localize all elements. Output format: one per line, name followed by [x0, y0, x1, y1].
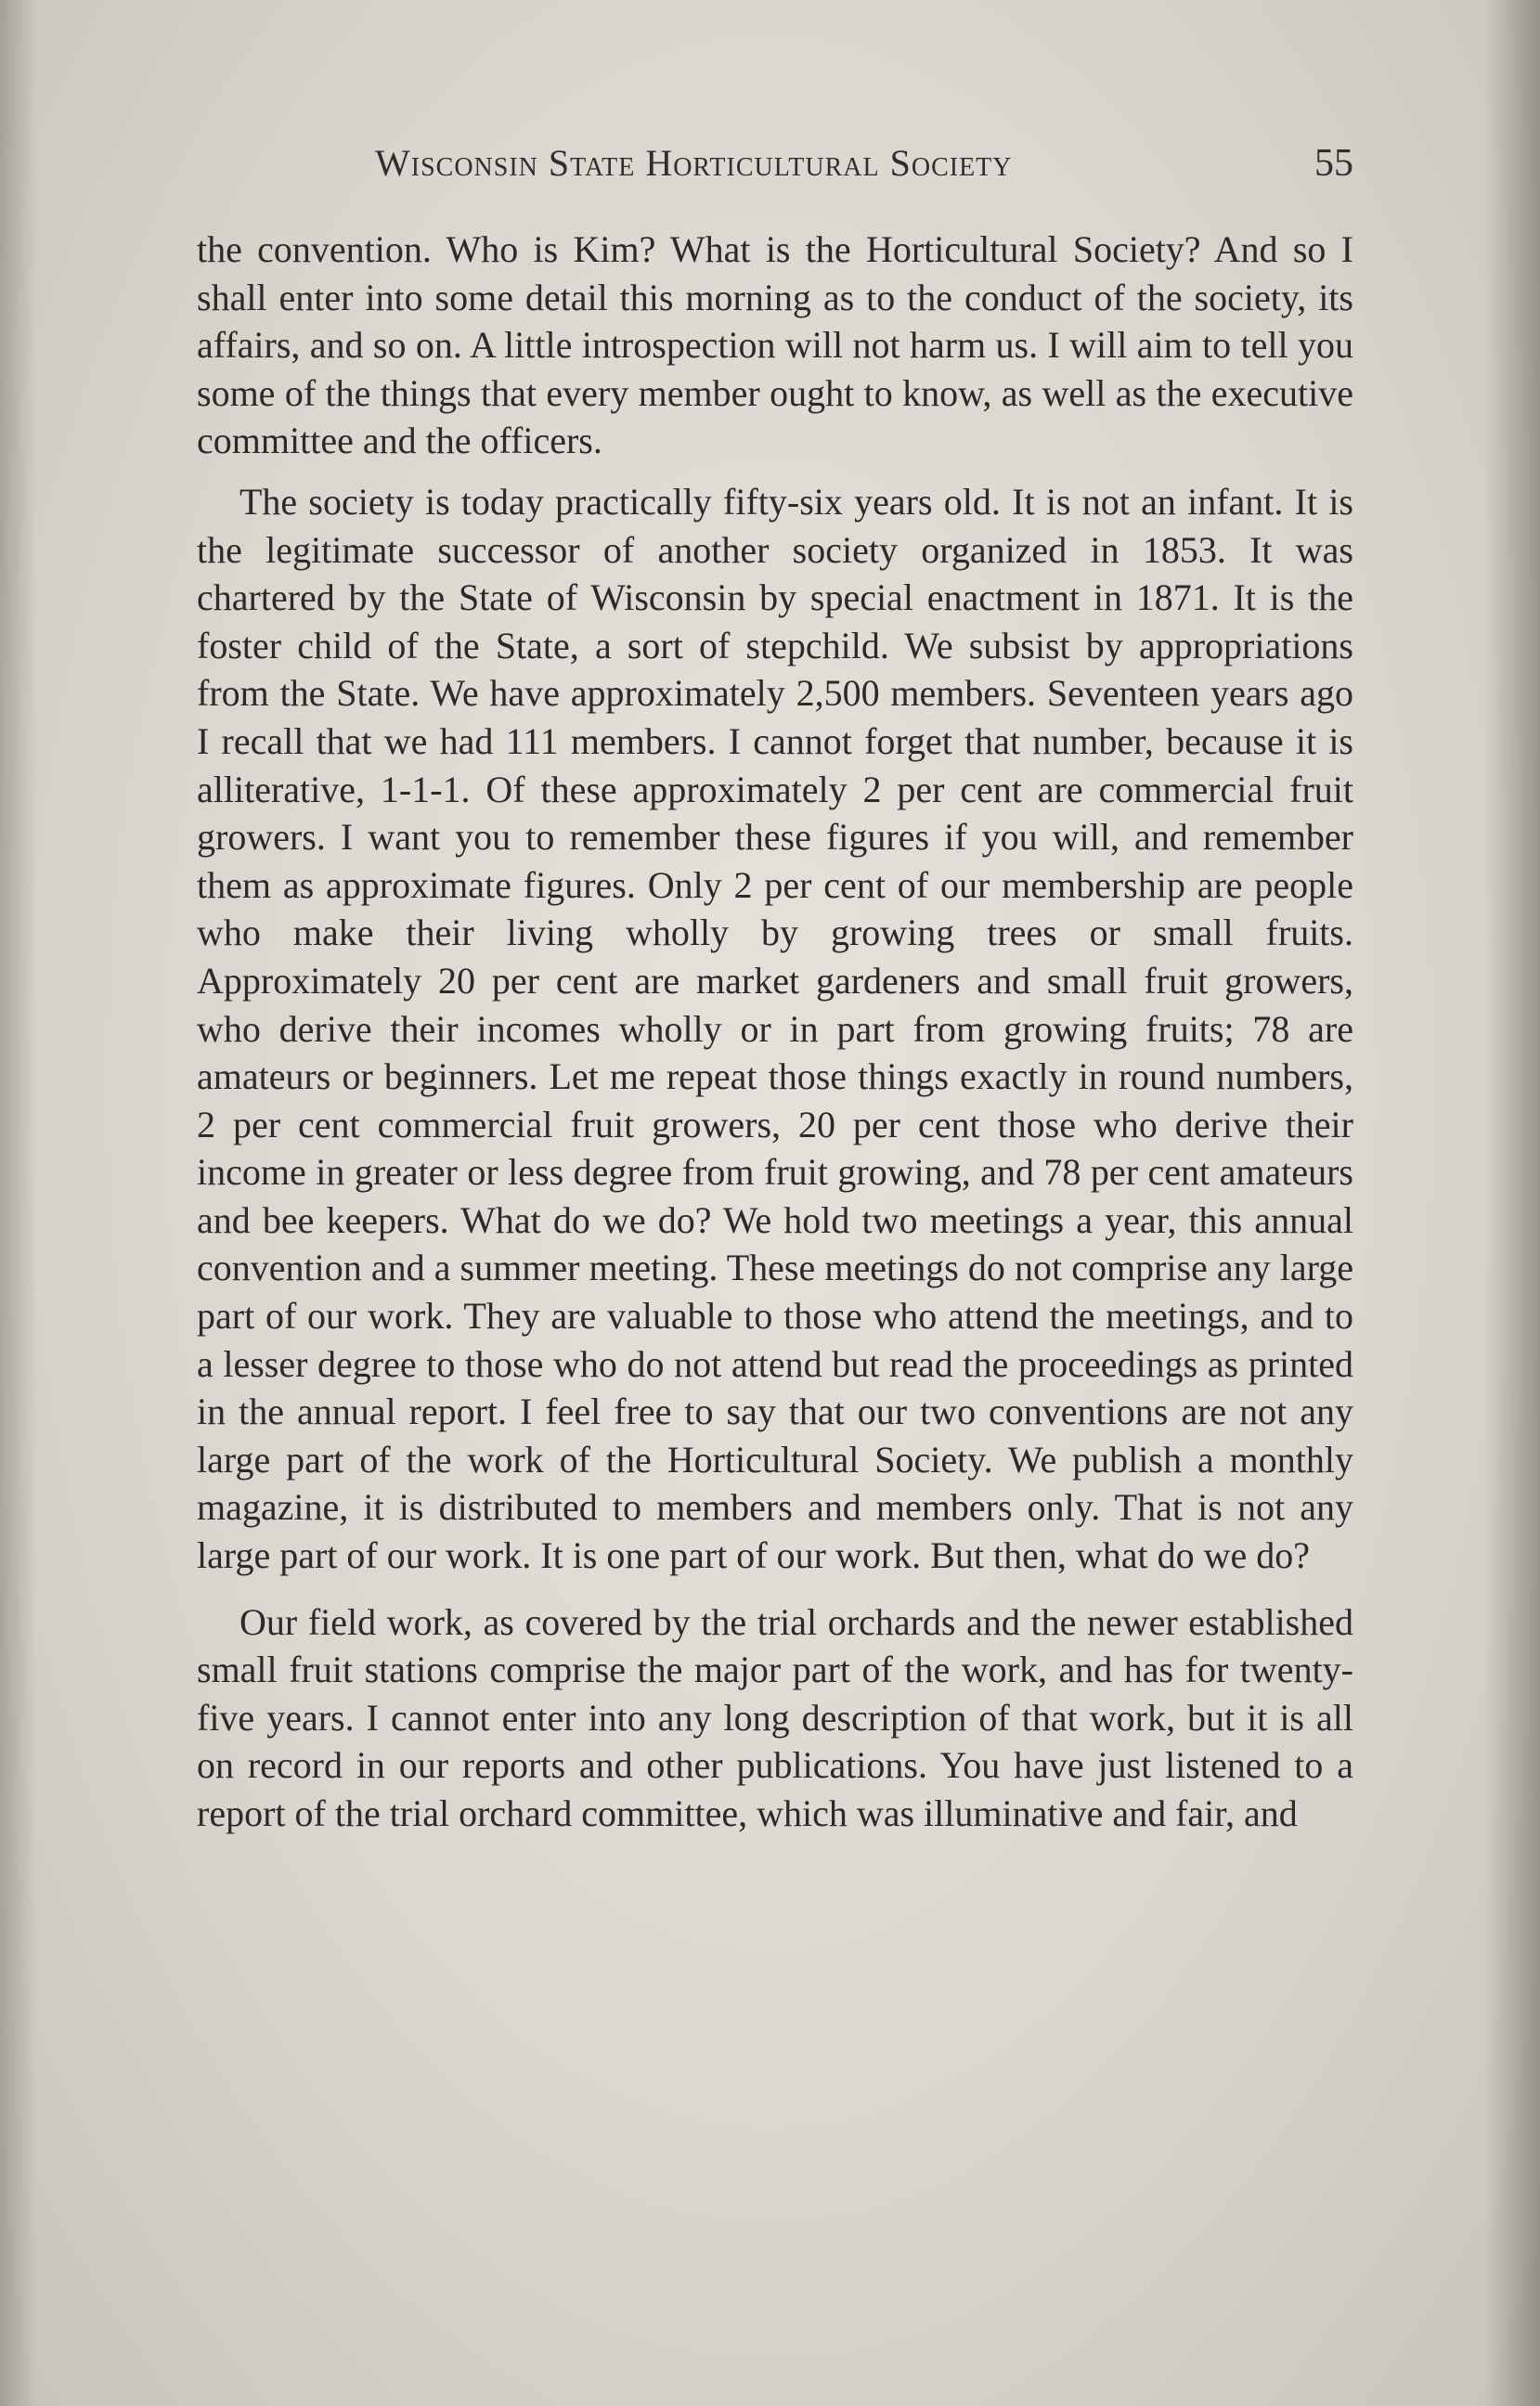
paragraph-3: Our field work, as covered by the trial orchards and the newer established small fruit stations comprise the major part of the work, and has for twenty-five years. I cannot enter into any long description of that work, but it is all on record in our reports and other publications. You have just listened to a report of the trial orchard committee, which was illuminative and fair, and: [197, 1600, 1353, 1834]
body-text: [197, 226, 1353, 1838]
running-title: Wisconsin State Horticultural Society: [375, 142, 1013, 184]
running-head: [197, 141, 1353, 197]
paragraph-1: the convention. Who is Kim? What is the Horticultural Society? And so I shall enter into some detail this morning as to the conduct of the society, its affairs, and so on. A little introspection will not harm us. I will aim to tell you some of the things that every member ought to know, as well as the executive committee and the officers.: [197, 228, 1353, 462]
paragraph-2: The society is today practically fifty-six years old. It is not an infant. It is the legitimate successor of another society organized in 1853. It was chartered by the State of Wisconsin by special enactment in 1871. It is the foster child of the State, a sort of stepchild. We subsist by appropriations from the State. We have approximately 2,500 members. Seventeen years ago I recall that we had 111 members. I cannot forget that number, because it is alliterative, 1-1-1. Of these approximately 2 per cent are commercial fruit growers. I want you to remember these figures if you will, and remember them as approximate figures. Only 2 per cent of our membership are people who make their living wholly by growing trees or small fruits. Approximately 20 per cent are market gardeners and small fruit growers, who derive their incomes wholly or in part from growing fruits; 78 are amateurs or beginners. Let me repeat those things exactly in round numbers, 2 per cent commercial fruit growers, 20 per cent those who derive their income in greater or less degree from fruit growing, and 78 per cent amateurs and bee keepers. What do we do? We hold two meetings a year, this annual convention and a summer meeting. These meetings do not comprise any large part of our work. They are valuable to those who attend the meetings, and to a lesser degree to those who do not attend but read the proceedings as printed in the annual report. I feel free to say that our two conventions are not any large part of the work of the Horticultural Society. We publish a monthly magazine, it is distributed to members and members only. That is not any large part of our work. It is one part of our work. But then, what do we do?: [197, 480, 1353, 1577]
page-number: 55: [1314, 142, 1353, 185]
